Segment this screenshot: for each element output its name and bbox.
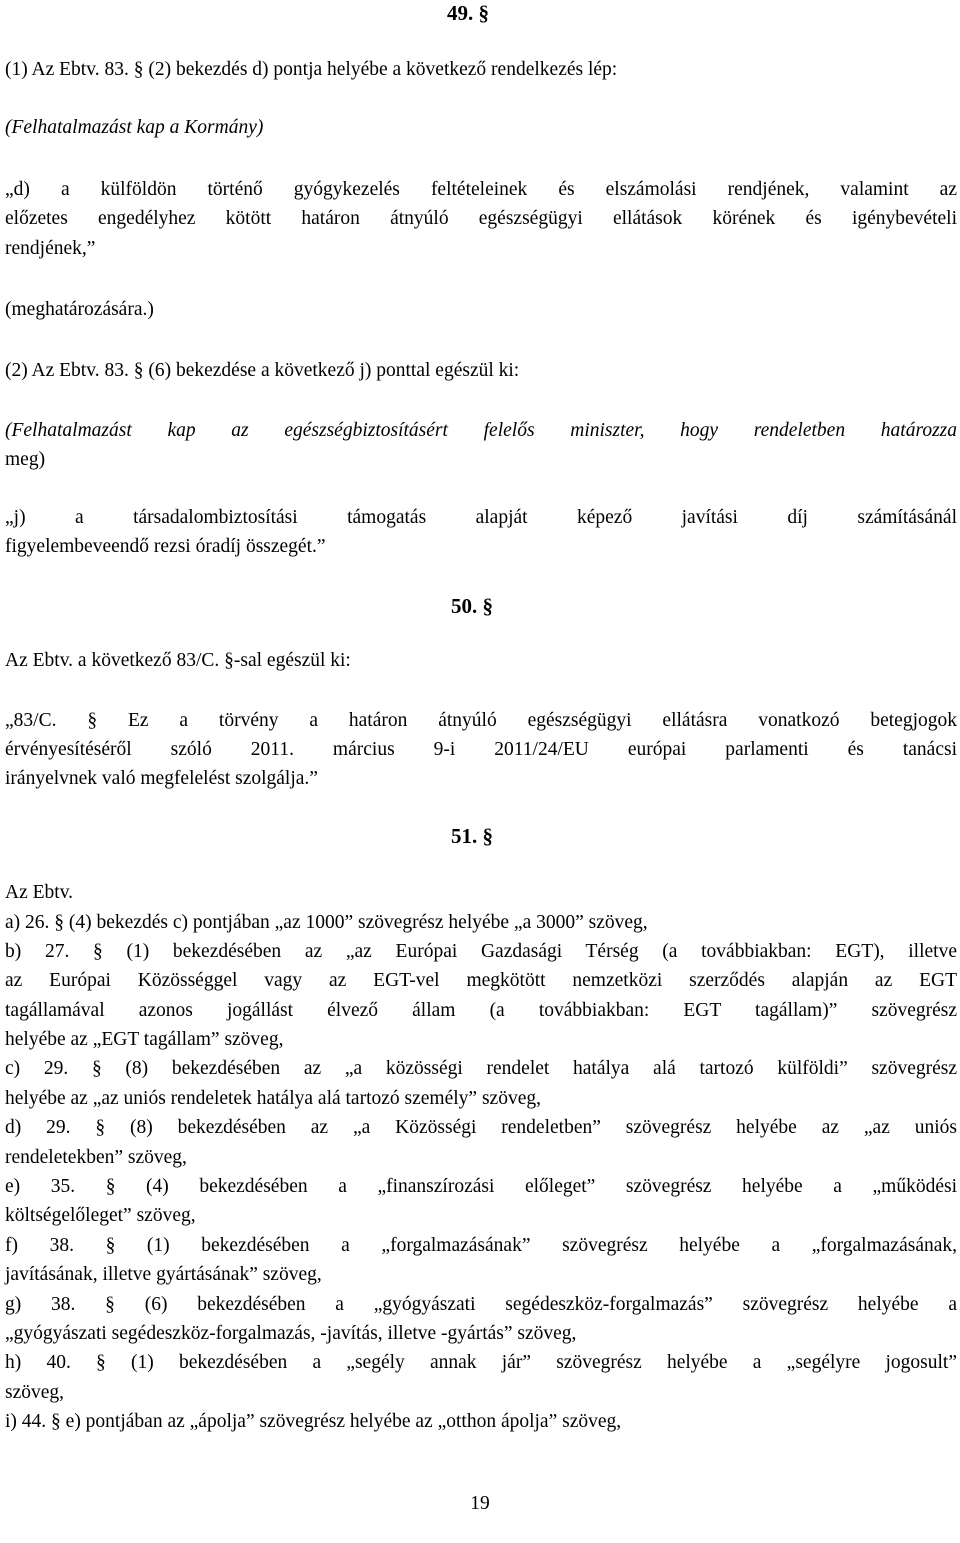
text-line-content: „d) a külföldön történő gyógykezelés feltételeinek és elszámolási rendjének, valamint az	[5, 179, 957, 200]
text-line: helyébe az „az uniós rendeletek hatálya alá tartozó személy” szöveg,	[5, 1088, 541, 1109]
text-line: (2) Az Ebtv. 83. § (6) bekezdése a következő j) ponttal egészül ki:	[5, 360, 520, 381]
text-line: rendjének,”	[5, 238, 96, 259]
text-line	[5, 421, 957, 441]
section-heading-51: 51. §	[451, 824, 493, 848]
section-heading-49: 49. §	[447, 1, 489, 25]
text-line	[5, 942, 957, 962]
text-line-content: e) 35. § (4) bekezdésében a „finanszírozási előleget” szövegrész helyébe a „működési	[5, 1176, 957, 1197]
text-line	[5, 1118, 957, 1138]
text-line	[5, 180, 957, 200]
text-line-content: „83/C. § Ez a törvény a határon átnyúló egészségügyi ellátásra vonatkozó betegjogok	[5, 710, 957, 731]
text-line-content: g) 38. § (6) bekezdésében a „gyógyászati segédeszköz-forgalmazás” szövegrész helyébe a	[5, 1294, 957, 1315]
text-line-content: előzetes engedélyhez kötött határon átnyúló egészségügyi ellátások körének és igénybevételi	[5, 208, 957, 229]
text-line	[5, 508, 957, 528]
text-line: költségelőleget” szöveg,	[5, 1205, 196, 1226]
text-line: javításának, illetve gyártásának” szöveg,	[5, 1264, 322, 1285]
text-line-content: az Európai Közösséggel vagy az EGT-vel megkötött nemzetközi szerződés alapján az EGT	[5, 970, 957, 991]
text-line-content: tagállamával azonos jogállást élvező állam (a továbbiakban: EGT tagállam)” szövegrész	[5, 1000, 957, 1021]
text-line	[5, 740, 957, 760]
page-number: 19	[470, 1493, 490, 1514]
text-line: (Felhatalmazást kap a Kormány)	[5, 117, 264, 138]
text-line: szöveg,	[5, 1382, 65, 1403]
text-line: „gyógyászati segédeszköz-forgalmazás, -javítás, illetve -gyártás” szöveg,	[5, 1323, 577, 1344]
text-line	[5, 1177, 957, 1197]
text-line: meg)	[5, 449, 46, 470]
text-line-content: c) 29. § (8) bekezdésében az „a közösségi rendelet hatálya alá tartozó külföldi” szövegrész	[5, 1058, 957, 1079]
text-line: (1) Az Ebtv. 83. § (2) bekezdés d) pontja helyébe a következő rendelkezés lép:	[5, 59, 618, 80]
text-line	[5, 971, 957, 991]
text-line	[5, 711, 957, 731]
text-line: irányelvnek való megfelelést szolgálja.”	[5, 768, 318, 789]
text-line: figyelembeveendő rezsi óradíj összegét.”	[5, 536, 326, 557]
text-line	[5, 1236, 957, 1256]
text-line-content: d) 29. § (8) bekezdésében az „a Közösségi rendeletben” szövegrész helyébe az „az uniós	[5, 1117, 957, 1138]
text-line: helyébe az „EGT tagállam” szöveg,	[5, 1029, 284, 1050]
text-line: Az Ebtv.	[5, 882, 74, 903]
text-line-content: b) 27. § (1) bekezdésében az „az Európai Gazdasági Térség (a továbbiakban: EGT), illetve	[5, 941, 957, 962]
text-line-content: érvényesítéséről szóló 2011. március 9-i 2011/24/EU európai parlamenti és tanácsi	[5, 739, 957, 760]
text-line	[5, 1295, 957, 1315]
text-line: a) 26. § (4) bekezdés c) pontjában „az 1000” szövegrész helyébe „a 3000” szöveg,	[5, 912, 648, 933]
text-line-content: (Felhatalmazást kap az egészségbiztosításért felelős miniszter, hogy rendeletben határozza	[5, 420, 957, 441]
text-line	[5, 1001, 957, 1021]
text-line	[5, 209, 957, 229]
text-line: rendeletekben” szöveg,	[5, 1147, 187, 1168]
text-line-content: „j) a társadalombiztosítási támogatás alapját képező javítási díj számításánál	[5, 507, 957, 528]
text-line: (meghatározására.)	[5, 299, 154, 320]
text-line	[5, 1353, 957, 1373]
text-line-content: f) 38. § (1) bekezdésében a „forgalmazásának” szövegrész helyébe a „forgalmazásának,	[5, 1235, 957, 1256]
text-line	[5, 1059, 957, 1079]
section-heading-50: 50. §	[451, 594, 493, 618]
text-line: i) 44. § e) pontjában az „ápolja” szövegrész helyébe az „otthon ápolja” szöveg,	[5, 1411, 622, 1432]
text-line: Az Ebtv. a következő 83/C. §-sal egészül ki:	[5, 650, 351, 671]
text-line-content: h) 40. § (1) bekezdésében a „segély annak jár” szövegrész helyébe a „segélyre jogosult”	[5, 1352, 957, 1373]
